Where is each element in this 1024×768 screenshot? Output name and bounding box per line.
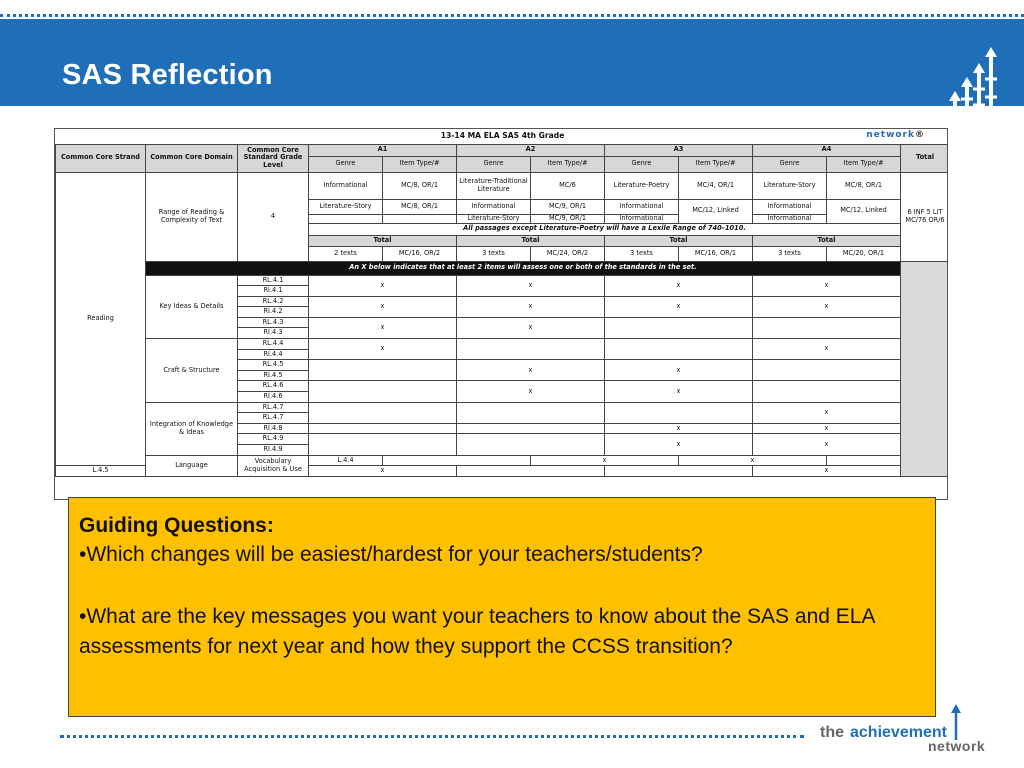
achievement-network-logo xyxy=(820,704,1010,752)
standard-code: RL.4.6 xyxy=(238,381,309,392)
table-cell: 2 texts xyxy=(309,246,383,261)
genre-header: Genre xyxy=(309,156,383,172)
mark-cell: x xyxy=(309,317,457,338)
mark-cell: x xyxy=(457,296,605,317)
guiding-question-2: •What are the key messages you want your teachers to know about the SAS and ELA assessments for next year and how they support the CCSS transition? xyxy=(79,605,875,658)
standard-code: RL.4.4 xyxy=(238,339,309,350)
x-note-row xyxy=(56,261,949,275)
growth-arrows-logo-icon xyxy=(945,47,1001,121)
empty-cell xyxy=(309,423,457,434)
up-arrow-icon xyxy=(950,704,962,740)
mark-cell: x xyxy=(753,434,901,455)
mark-cell: x xyxy=(605,360,753,381)
standard-code: RL.4.2 xyxy=(238,296,309,307)
table-cell: MC/9, OR/1 xyxy=(531,199,605,214)
mark-cell: x xyxy=(605,275,753,296)
mark-cell: x xyxy=(457,275,605,296)
total-cell: 6 INF 5 LIT MC/76 OR/6 xyxy=(901,172,949,261)
strand-reading: Reading xyxy=(56,172,146,466)
table-cell: MC/9, OR/1 xyxy=(531,214,605,223)
sas-table xyxy=(55,129,948,477)
mark-cell: x xyxy=(679,455,827,466)
strand-language: Language xyxy=(146,455,238,476)
mark-cell: x xyxy=(605,381,753,402)
logo-achievement: achievement xyxy=(850,724,947,741)
mark-cell: x xyxy=(753,296,901,317)
table-cell: MC/12, Linked xyxy=(827,199,901,223)
table-cell: MC/8, OR/1 xyxy=(383,172,457,199)
genre-header: Genre xyxy=(457,156,531,172)
table-cell: 3 texts xyxy=(753,246,827,261)
standard-code: RI.4.4 xyxy=(238,349,309,360)
empty-cell xyxy=(605,317,753,338)
item-type-header: Item Type/# xyxy=(679,156,753,172)
table-cell: Literature-Poetry xyxy=(605,172,679,199)
x-note: An X below indicates that at least 2 items will assess one or both of the standards in the set. xyxy=(146,261,901,275)
empty-cell xyxy=(605,466,753,477)
header-row xyxy=(56,144,949,156)
standard-code: RI.4.2 xyxy=(238,307,309,318)
table-row xyxy=(56,275,949,286)
mark-cell: x xyxy=(457,360,605,381)
network-logo: network® xyxy=(866,130,925,140)
standard-code: RL.4.1 xyxy=(238,275,309,286)
total-label: Total xyxy=(309,235,457,246)
logo-the: the xyxy=(820,724,844,741)
standard-code: L.4.5 xyxy=(56,466,146,477)
bottom-dotted-rule xyxy=(60,735,804,738)
domain-range-of-reading: Range of Reading & Complexity of Text xyxy=(146,172,238,261)
mark-cell: x xyxy=(753,423,901,434)
table-cell: MC/16, OR/2 xyxy=(383,246,457,261)
domain-key-ideas: Key Ideas & Details xyxy=(146,275,238,339)
mark-cell: x xyxy=(605,434,753,455)
empty-cell xyxy=(753,381,901,402)
col-a2: A2 xyxy=(457,144,605,156)
empty-cell xyxy=(827,455,949,466)
guiding-question-1: •Which changes will be easiest/hardest for your teachers/students? xyxy=(79,543,703,566)
table-cell: MC/8, OR/1 xyxy=(383,199,457,214)
domain-integration: Integration of Knowledge & Ideas xyxy=(146,402,238,455)
col-a1: A1 xyxy=(309,144,457,156)
guiding-questions-title: Guiding Questions: xyxy=(79,514,274,537)
table-row xyxy=(56,455,949,466)
table-cell: MC/4, OR/1 xyxy=(679,172,753,199)
empty-cell xyxy=(457,466,605,477)
domain-craft-structure: Craft & Structure xyxy=(146,339,238,403)
table-cell: Informational xyxy=(605,214,679,223)
table-cell: Informational xyxy=(457,199,531,214)
standard-code: RL.4.5 xyxy=(238,360,309,371)
col-a4: A4 xyxy=(753,144,901,156)
table-cell: Literature-Story xyxy=(457,214,531,223)
standard-code: RI.4.3 xyxy=(238,328,309,339)
table-cell: Informational xyxy=(753,199,827,214)
mark-cell: x xyxy=(457,381,605,402)
guiding-questions-box xyxy=(68,497,936,717)
standard-code: RI.4.6 xyxy=(238,392,309,403)
total-gray-column xyxy=(901,261,949,476)
col-domain: Common Core Domain xyxy=(146,144,238,172)
total-label: Total xyxy=(605,235,753,246)
table-row xyxy=(56,402,949,413)
mark-cell: x xyxy=(753,339,901,360)
standard-code: RI.4.5 xyxy=(238,370,309,381)
table-cell: MC/12, Linked xyxy=(679,199,753,223)
table-title-row xyxy=(56,129,949,144)
standard-code: L.4.4 xyxy=(309,455,383,466)
mark-cell: x xyxy=(309,339,457,360)
table-cell: Literature-Traditional Literature xyxy=(457,172,531,199)
table-cell: Informational xyxy=(605,199,679,214)
col-a3: A3 xyxy=(605,144,753,156)
mark-cell: x xyxy=(753,466,901,477)
empty-cell xyxy=(457,434,605,455)
mark-cell: x xyxy=(531,455,679,466)
sas-table-panel xyxy=(54,128,948,500)
item-type-header: Item Type/# xyxy=(531,156,605,172)
lexile-note: All passages except Literature-Poetry will have a Lexile Range of 740–1010. xyxy=(309,223,901,235)
empty-cell xyxy=(457,402,605,423)
slide-title: SAS Reflection xyxy=(62,59,273,91)
table-cell: Informational xyxy=(309,172,383,199)
table-cell: Literature-Story xyxy=(309,199,383,214)
empty-cell xyxy=(457,339,605,360)
genre-header: Genre xyxy=(753,156,827,172)
empty-cell xyxy=(309,381,457,402)
standard-code: RL.4.7 xyxy=(238,413,309,424)
table-cell: MC/16, OR/1 xyxy=(679,246,753,261)
empty-cell xyxy=(309,402,457,423)
empty-cell xyxy=(309,434,457,455)
mark-cell: x xyxy=(605,423,753,434)
grade-level-value: 4 xyxy=(238,172,309,261)
top-dotted-rule xyxy=(0,14,1024,17)
col-grade-level: Common Core Standard Grade Level xyxy=(238,144,309,172)
table-cell: MC/24, OR/2 xyxy=(531,246,605,261)
table-row xyxy=(56,172,949,199)
standard-code: RI.4.8 xyxy=(238,423,309,434)
standard-code: RI.4.9 xyxy=(238,445,309,456)
logo-network: network xyxy=(928,738,986,754)
title-banner xyxy=(0,19,1024,106)
mark-cell: x xyxy=(753,275,901,296)
item-type-header: Item Type/# xyxy=(827,156,901,172)
table-title: 13-14 MA ELA SAS 4th Grade xyxy=(56,129,949,144)
mark-cell: x xyxy=(309,296,457,317)
empty-cell xyxy=(605,339,753,360)
standard-code: RL.4.7 xyxy=(238,402,309,413)
empty-cell xyxy=(309,360,457,381)
domain-vocabulary: Vocabulary Acquisition & Use xyxy=(238,455,309,476)
empty-cell xyxy=(457,423,605,434)
empty-cell xyxy=(605,402,753,423)
table-cell xyxy=(309,214,383,223)
mark-cell: x xyxy=(309,466,457,477)
table-cell: 3 texts xyxy=(605,246,679,261)
mark-cell: x xyxy=(605,296,753,317)
mark-cell: x xyxy=(309,275,457,296)
genre-header: Genre xyxy=(605,156,679,172)
empty-cell xyxy=(383,455,531,466)
total-label: Total xyxy=(753,235,901,246)
table-cell xyxy=(383,214,457,223)
table-cell: 3 texts xyxy=(457,246,531,261)
table-cell: MC/6 xyxy=(531,172,605,199)
table-cell: Literature-Story xyxy=(753,172,827,199)
item-type-header: Item Type/# xyxy=(383,156,457,172)
total-label: Total xyxy=(457,235,605,246)
col-total: Total xyxy=(901,144,949,172)
standard-code: RL.4.3 xyxy=(238,317,309,328)
standard-code: RL.4.9 xyxy=(238,434,309,445)
col-strand: Common Core Strand xyxy=(56,144,146,172)
mark-cell: x xyxy=(753,402,901,423)
spacer xyxy=(79,570,925,602)
table-cell: MC/20, OR/1 xyxy=(827,246,901,261)
table-cell: MC/8, OR/1 xyxy=(827,172,901,199)
mark-cell: x xyxy=(457,317,605,338)
empty-cell xyxy=(753,317,901,338)
standard-code: RI.4.1 xyxy=(238,286,309,297)
table-cell: Informational xyxy=(753,214,827,223)
empty-cell xyxy=(753,360,901,381)
table-row xyxy=(56,339,949,350)
